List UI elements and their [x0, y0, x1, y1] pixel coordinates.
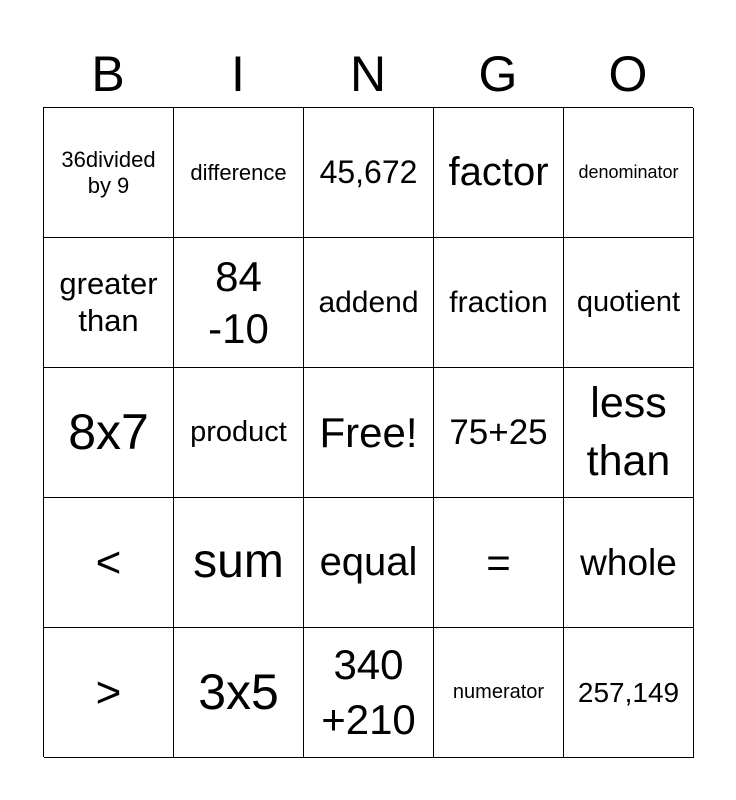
header-letter-o: O [608, 46, 648, 102]
bingo-cell[interactable]: product [174, 368, 304, 498]
bingo-cell[interactable]: 340 +210 [304, 628, 434, 758]
bingo-cell[interactable]: = [434, 498, 564, 628]
bingo-cell[interactable]: Free! [304, 368, 434, 498]
bingo-cell[interactable]: 45,672 [304, 108, 434, 238]
bingo-cell[interactable]: 36divided by 9 [44, 108, 174, 238]
bingo-cell[interactable]: 3x5 [174, 628, 304, 758]
bingo-cell[interactable]: fraction [434, 238, 564, 368]
bingo-cell[interactable]: 257,149 [564, 628, 694, 758]
bingo-cell[interactable]: quotient [564, 238, 694, 368]
bingo-cell[interactable]: factor [434, 108, 564, 238]
bingo-cell[interactable]: addend [304, 238, 434, 368]
header-letter-n: N [349, 46, 387, 102]
bingo-cell[interactable]: > [44, 628, 174, 758]
bingo-cell[interactable]: 84 -10 [174, 238, 304, 368]
header-letter-i: I [231, 46, 245, 102]
bingo-cell[interactable]: whole [564, 498, 694, 628]
bingo-cell[interactable]: equal [304, 498, 434, 628]
bingo-cell[interactable]: 75+25 [434, 368, 564, 498]
bingo-cell[interactable]: denominator [564, 108, 694, 238]
header-letter-b: B [91, 46, 125, 102]
bingo-cell[interactable]: < [44, 498, 174, 628]
bingo-cell[interactable]: sum [174, 498, 304, 628]
bingo-cell[interactable]: 8x7 [44, 368, 174, 498]
bingo-header [43, 40, 693, 108]
bingo-cell[interactable]: less than [564, 368, 694, 498]
bingo-cell[interactable]: greater than [44, 238, 174, 368]
header-letter-g: G [478, 46, 518, 102]
bingo-board [43, 107, 693, 757]
bingo-cell[interactable]: difference [174, 108, 304, 238]
bingo-cell[interactable]: numerator [434, 628, 564, 758]
